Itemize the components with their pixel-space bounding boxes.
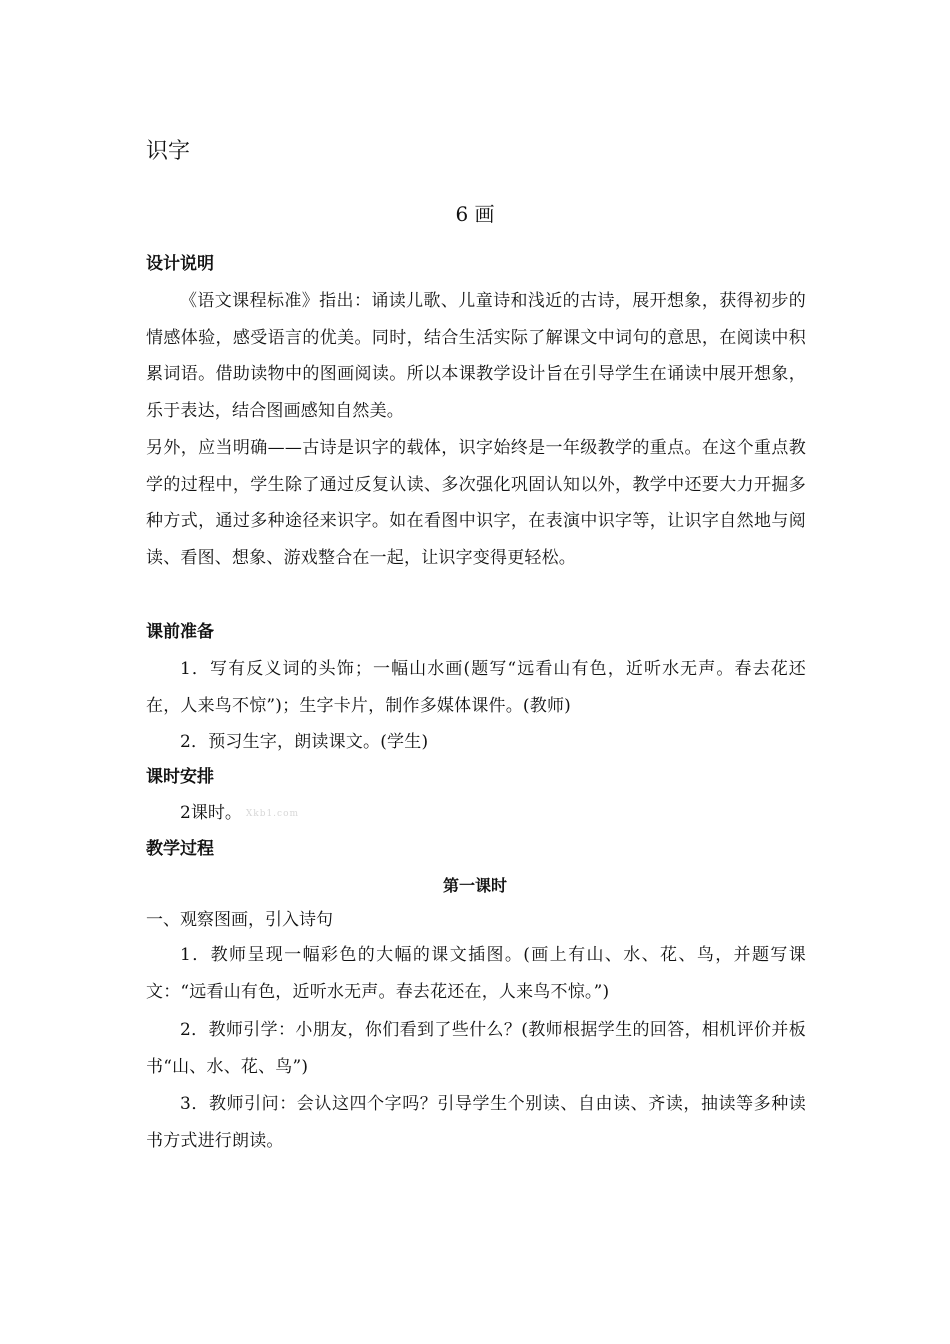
section-label: 识字 xyxy=(146,139,191,164)
prep-heading: 课前准备 xyxy=(146,622,214,642)
lesson1-title: 第一课时 xyxy=(442,876,507,895)
process-item-3: 3．教师引问：会认这四个字吗？引导学生个别读、自由读、齐读，抽读等多种读书方式进行朗读。 xyxy=(146,1094,806,1151)
process-item-2: 2．教师引学：小朋友，你们看到了些什么？(教师根据学生的回答，相机评价并板书“山、水、花、鸟”) xyxy=(146,1020,806,1077)
prep-item-1: 1．写有反义词的头饰；一幅山水画(题写“远看山有色，近听水无声。春去花还在，人来鸟不惊”)；生字卡片，制作多媒体课件。(教师) xyxy=(146,659,806,716)
process-item-1: 1．教师呈现一幅彩色的大幅的课文插图。(画上有山、水、花、鸟，并题写课文：“远看山有色，近听水无声。春去花还在，人来鸟不惊。”) xyxy=(146,945,806,1002)
step1-title: 一、观察图画，引入诗句 xyxy=(146,910,333,930)
schedule-text xyxy=(180,801,299,826)
schedule-value: 2课时。 xyxy=(180,803,242,823)
design-paragraph-2: 另外，应当明确——古诗是识字的载体，识字始终是一年级教学的重点。在这个重点教学的过程中，学生除了通过反复认读、多次强化巩固认知以外，教学中还要大力开掘多种方式，通过多种途径来识字。如在看图中识字，在表演中识字等，让识字自然地与阅读、看图、想象、游戏整合在一起，让识字变得更轻松。 xyxy=(146,438,806,568)
prep-item-2: 2．预习生字，朗读课文。(学生) xyxy=(180,732,429,752)
lesson-title: 6 画 xyxy=(455,202,495,226)
design-paragraph-1: 《语文课程标准》指出：诵读儿歌、儿童诗和浅近的古诗，展开想象，获得初步的情感体验，感受语言的优美。同时，结合生活实际了解课文中词句的意思，在阅读中积累词语。借助读物中的图画阅读。所以本课教学设计旨在引导学生在诵读中展开想象，乐于表达，结合图画感知自然美。 xyxy=(146,291,806,421)
watermark: Xkb1.com xyxy=(245,808,300,819)
design-heading: 设计说明 xyxy=(146,254,214,274)
schedule-heading: 课时安排 xyxy=(146,767,214,787)
process-heading: 教学过程 xyxy=(146,839,214,859)
